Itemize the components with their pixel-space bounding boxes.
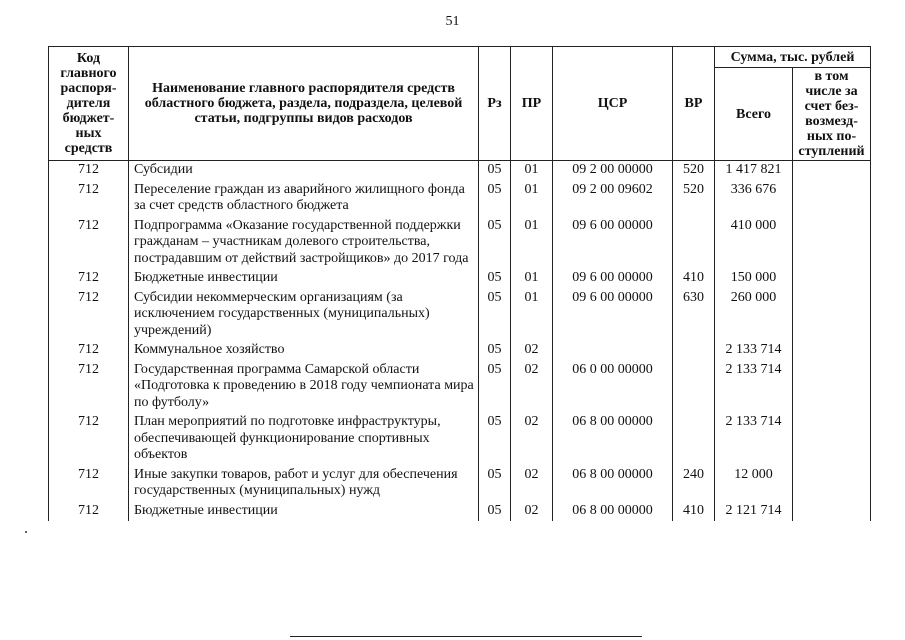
cell-code: 712 (49, 502, 129, 522)
cell-code: 712 (49, 269, 129, 289)
page-number: 51 (445, 14, 460, 29)
cell-total: 410 000 (715, 217, 793, 270)
table-row (49, 502, 871, 522)
cell-total: 336 676 (715, 181, 793, 217)
cell-total: 12 000 (715, 466, 793, 502)
cell-pr: 01 (511, 161, 553, 181)
scan-speck (25, 531, 27, 533)
cell-rz: 05 (479, 217, 511, 270)
cell-name: Субсидии (129, 161, 479, 181)
cell-rz: 05 (479, 361, 511, 414)
cell-vr: 410 (673, 269, 715, 289)
cell-vr: 520 (673, 161, 715, 181)
cell-rz: 05 (479, 466, 511, 502)
cell-csr: 09 2 00 00000 (553, 161, 673, 181)
cell-csr: 06 0 00 00000 (553, 361, 673, 414)
cell-pr: 02 (511, 466, 553, 502)
cell-pr: 01 (511, 181, 553, 217)
cell-vr (673, 413, 715, 466)
cell-incl (793, 502, 871, 522)
cell-vr (673, 341, 715, 361)
cell-incl (793, 217, 871, 270)
cell-csr: 09 6 00 00000 (553, 269, 673, 289)
cell-vr (673, 217, 715, 270)
cell-rz: 05 (479, 413, 511, 466)
footer-rule (290, 636, 642, 637)
cell-pr: 01 (511, 217, 553, 270)
cell-vr: 410 (673, 502, 715, 522)
cell-pr: 02 (511, 361, 553, 414)
cell-vr: 520 (673, 181, 715, 217)
cell-name: План мероприятий по подготовке инфраструктуры, обеспечивающей функционирование спортивных объектов (129, 413, 479, 466)
table-row (49, 269, 871, 289)
cell-pr: 02 (511, 341, 553, 361)
table-row (49, 289, 871, 342)
cell-rz: 05 (479, 161, 511, 181)
cell-total: 150 000 (715, 269, 793, 289)
cell-code: 712 (49, 413, 129, 466)
cell-csr: 06 8 00 00000 (553, 466, 673, 502)
cell-incl (793, 161, 871, 181)
header-csr: ЦСР (553, 47, 673, 161)
table-row (49, 361, 871, 414)
header-sum: Сумма, тыс. рублей (715, 47, 871, 68)
header-incl: в том числе за счет без-возмезд-ных по-ступлений (793, 68, 871, 161)
header-name: Наименование главного распорядителя средств областного бюджета, раздела, подраздела, целевой статьи, подгруппы видов расходов (129, 47, 479, 161)
cell-code: 712 (49, 341, 129, 361)
cell-total: 2 133 714 (715, 413, 793, 466)
cell-vr: 630 (673, 289, 715, 342)
cell-csr: 06 8 00 00000 (553, 502, 673, 522)
table-row (49, 181, 871, 217)
cell-pr: 02 (511, 413, 553, 466)
cell-total: 2 121 714 (715, 502, 793, 522)
cell-rz: 05 (479, 289, 511, 342)
cell-vr: 240 (673, 466, 715, 502)
header-code: Код главного распоря-дителя бюджет-ных средств (49, 47, 129, 161)
cell-code: 712 (49, 361, 129, 414)
cell-pr: 01 (511, 269, 553, 289)
header-total: Всего (715, 68, 793, 161)
cell-code: 712 (49, 217, 129, 270)
cell-name: Бюджетные инвестиции (129, 502, 479, 522)
cell-name: Субсидии некоммерческим организациям (за исключением государственных (муниципальных) учреждений) (129, 289, 479, 342)
cell-code: 712 (49, 289, 129, 342)
cell-total: 2 133 714 (715, 361, 793, 414)
cell-incl (793, 466, 871, 502)
header-rz: Рз (479, 47, 511, 161)
cell-csr: 09 6 00 00000 (553, 289, 673, 342)
cell-name: Коммунальное хозяйство (129, 341, 479, 361)
budget-table (48, 46, 871, 521)
cell-csr: 06 8 00 00000 (553, 413, 673, 466)
header-pr: ПР (511, 47, 553, 161)
cell-pr: 02 (511, 502, 553, 522)
cell-total: 2 133 714 (715, 341, 793, 361)
table-row (49, 341, 871, 361)
cell-pr: 01 (511, 289, 553, 342)
table-row (49, 217, 871, 270)
cell-csr: 09 6 00 00000 (553, 217, 673, 270)
cell-name: Переселение граждан из аварийного жилищного фонда за счет средств областного бюджета (129, 181, 479, 217)
table-row (49, 413, 871, 466)
table-body (49, 161, 871, 522)
cell-name: Иные закупки товаров, работ и услуг для обеспечения государственных (муниципальных) нужд (129, 466, 479, 502)
cell-incl (793, 269, 871, 289)
cell-csr: 09 2 00 09602 (553, 181, 673, 217)
cell-code: 712 (49, 466, 129, 502)
cell-incl (793, 413, 871, 466)
cell-rz: 05 (479, 269, 511, 289)
cell-incl (793, 289, 871, 342)
cell-rz: 05 (479, 181, 511, 217)
cell-total: 260 000 (715, 289, 793, 342)
cell-name: Бюджетные инвестиции (129, 269, 479, 289)
header-vr: ВР (673, 47, 715, 161)
cell-rz: 05 (479, 502, 511, 522)
table-row (49, 466, 871, 502)
cell-name: Государственная программа Самарской области «Подготовка к проведению в 2018 году чемпионата мира по футболу» (129, 361, 479, 414)
cell-code: 712 (49, 161, 129, 181)
cell-vr (673, 361, 715, 414)
table-row (49, 161, 871, 181)
cell-incl (793, 361, 871, 414)
cell-name: Подпрограмма «Оказание государственной поддержки гражданам – участникам долевого строительства, пострадавшим от действий застройщиков» до 2017 года (129, 217, 479, 270)
cell-code: 712 (49, 181, 129, 217)
cell-incl (793, 341, 871, 361)
cell-incl (793, 181, 871, 217)
cell-rz: 05 (479, 341, 511, 361)
cell-csr (553, 341, 673, 361)
cell-total: 1 417 821 (715, 161, 793, 181)
